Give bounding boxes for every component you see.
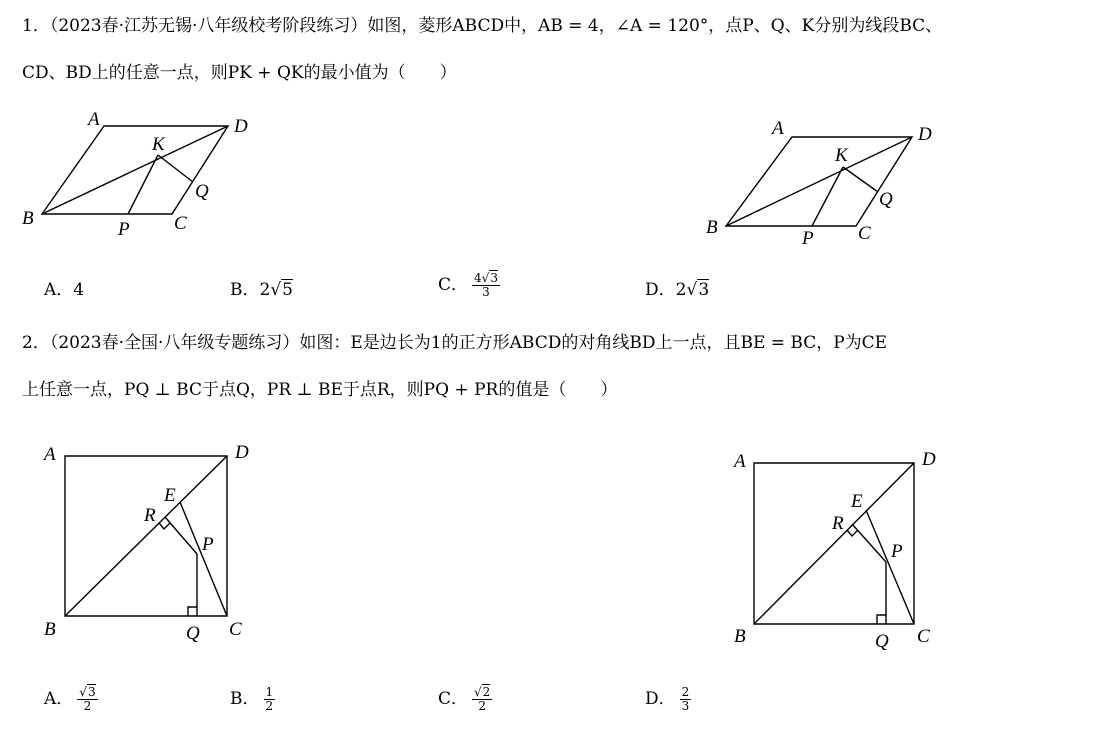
q1-text-line2: CD、BD上的任意一点，则PK + QK的最小值为（ ） xyxy=(22,63,457,83)
q1-label-d-left: D xyxy=(234,116,248,137)
q2-label-b-right: B xyxy=(734,626,746,647)
q1-label-q-left: Q xyxy=(195,181,209,202)
sqrt-icon: √ xyxy=(481,271,490,285)
q2-option-c[interactable] xyxy=(438,686,492,713)
q1-label-q-right: Q xyxy=(879,189,893,210)
sqrt-icon: √ xyxy=(474,685,482,699)
sqrt-icon: √ xyxy=(686,280,698,300)
q2-diagonal-bd-right xyxy=(754,463,914,624)
q2-right-angle-q-right xyxy=(877,615,886,624)
q2-option-d-fraction xyxy=(680,686,692,713)
q2-segment-pr-right xyxy=(852,524,886,562)
q2-option-c-den: 2 xyxy=(478,699,486,713)
q2-option-b-num: 1 xyxy=(265,685,274,699)
q2-option-a[interactable] xyxy=(44,686,98,713)
q2-label-a-left: A xyxy=(44,444,56,465)
q1-option-c-num-radicand: 3 xyxy=(490,271,498,285)
q2-label-a-right: A xyxy=(734,451,746,472)
q2-text-line2: 上任意一点，PQ ⊥ BC于点Q，PR ⊥ BE于点R，则PQ + PR的值是（ ） xyxy=(22,380,618,400)
q2-label-r-left: R xyxy=(144,505,156,526)
q2-option-c-letter: C． xyxy=(438,689,469,709)
q1-label-a-left: A xyxy=(88,109,100,130)
q1-option-b-coef: 2 xyxy=(259,280,271,300)
q2-option-b[interactable] xyxy=(230,686,275,713)
q1-option-c-num-coef: 4 xyxy=(474,271,482,285)
q1-option-d-radicand: 3 xyxy=(698,280,710,300)
q1-option-a-letter: A． xyxy=(44,280,74,300)
q1-option-b-letter: B． xyxy=(230,280,260,300)
sqrt-icon: √ xyxy=(270,280,282,300)
q2-label-c-left: C xyxy=(229,619,242,640)
q1-option-d-letter: D． xyxy=(645,280,676,300)
q1-option-b-radicand: 5 xyxy=(282,280,293,300)
q2-option-c-num-radicand: 2 xyxy=(482,685,491,699)
q2-option-d-letter: D． xyxy=(645,689,676,709)
q2-label-e-right: E xyxy=(851,491,863,512)
q1-option-d-coef: 2 xyxy=(675,280,687,300)
q2-label-q-right: Q xyxy=(875,631,889,652)
q2-option-a-letter: A． xyxy=(44,689,74,709)
q2-label-d-left: D xyxy=(235,442,249,463)
q2-option-d-den: 3 xyxy=(681,699,690,713)
q1-label-a-right: A xyxy=(772,118,784,139)
q2-text-line1: 2．（2023春·全国·八年级专题练习）如图：E是边长为1的正方形ABCD的对角线BD上一点，且BE = BC，P为CE xyxy=(22,333,888,353)
q1-text-line1: 1．（2023春·江苏无锡·八年级校考阶段练习）如图，菱形ABCD中，AB = 4，∠A = 120°，点P、Q、K分别为线段BC、 xyxy=(22,16,943,36)
q1-label-c-left: C xyxy=(174,213,187,234)
q2-option-b-letter: B． xyxy=(230,689,260,709)
q2-label-c-right: C xyxy=(917,626,930,647)
q1-label-p-left: P xyxy=(118,219,130,240)
q2-option-a-num-radicand: 3 xyxy=(87,685,96,699)
q1-label-c-right: C xyxy=(858,223,871,244)
q2-option-b-fraction xyxy=(264,686,276,713)
q1-label-k-left: K xyxy=(152,134,165,155)
q2-option-a-den: 2 xyxy=(83,699,92,713)
q1-label-b-left: B xyxy=(22,208,34,229)
q2-label-e-left: E xyxy=(164,485,176,506)
q2-segment-ce-right xyxy=(866,510,914,624)
q1-option-c-letter: C． xyxy=(438,275,469,295)
sqrt-icon: √ xyxy=(79,685,87,699)
q1-label-p-right: P xyxy=(802,228,814,249)
q2-right-angle-r-right xyxy=(847,530,858,536)
q2-label-b-left: B xyxy=(44,619,56,640)
q2-label-p-right: P xyxy=(891,541,903,562)
q1-option-a-value: 4 xyxy=(73,280,85,300)
q2-label-d-right: D xyxy=(922,449,936,470)
q2-option-d[interactable] xyxy=(645,686,691,713)
q2-label-q-left: Q xyxy=(186,623,200,644)
q2-option-c-fraction xyxy=(472,686,492,713)
q2-option-d-num: 2 xyxy=(681,685,690,699)
q1-label-d-right: D xyxy=(918,124,932,145)
q2-label-r-right: R xyxy=(832,513,844,534)
q2-label-p-left: P xyxy=(202,534,214,555)
q1-label-k-right: K xyxy=(835,145,848,166)
q2-option-b-den: 2 xyxy=(265,699,274,713)
q1-option-c-den: 3 xyxy=(482,285,490,299)
q1-label-b-right: B xyxy=(706,217,718,238)
q2-option-a-fraction xyxy=(77,686,97,713)
